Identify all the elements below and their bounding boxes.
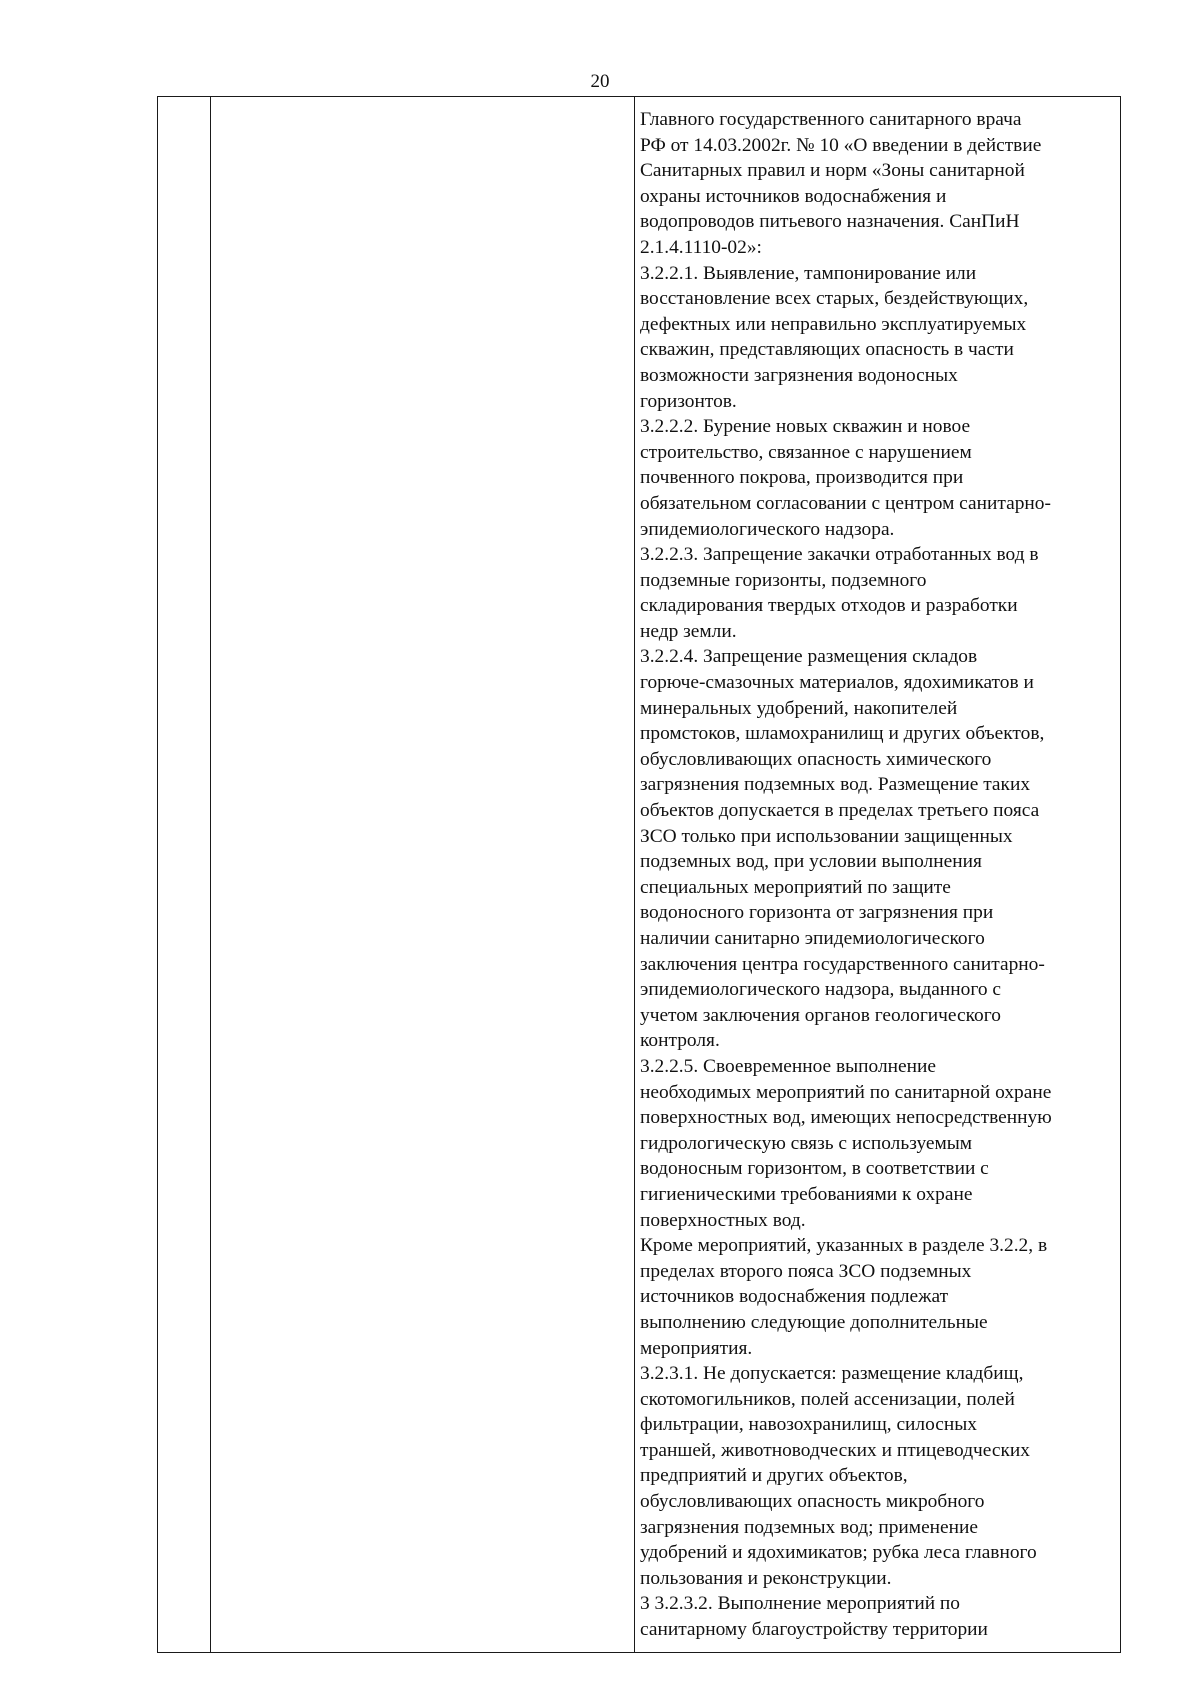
text-line: предприятий и других объектов, (640, 1465, 908, 1487)
column-divider-2 (634, 97, 635, 1652)
text-line: специальных мероприятий по защите (640, 876, 951, 898)
text-line: санитарному благоустройству территории (640, 1619, 988, 1641)
text-line: охраны источников водоснабжения и (640, 185, 947, 207)
text-line: возможности загрязнения водоносных (640, 364, 958, 386)
text-line: необходимых мероприятий по санитарной охране (640, 1081, 1052, 1103)
text-line: 3.2.2.3. Запрещение закачки отработанных вод в (640, 544, 1039, 566)
document-table (157, 96, 1121, 1653)
text-line: Кроме мероприятий, указанных в разделе 3.2.2, в (640, 1235, 1048, 1257)
text-line: восстановление всех старых, бездействующих, (640, 288, 1029, 310)
row-number-cell (158, 97, 210, 1652)
text-line: 3 3.2.3.2. Выполнение мероприятий по (640, 1593, 960, 1615)
text-line: минеральных удобрений, накопителей (640, 697, 958, 719)
text-line: 2.1.4.1110-02»: (640, 236, 762, 258)
text-line: гидрологическую связь с используемым (640, 1132, 973, 1154)
text-line: источников водоснабжения подлежат (640, 1286, 949, 1308)
text-line: строительство, связанное с нарушением (640, 441, 972, 463)
text-line: гигиеническими требованиями к охране (640, 1183, 973, 1205)
page-number: 20 (590, 71, 610, 92)
text-line: загрязнения подземных вод. Размещение таких (640, 774, 1031, 796)
text-line: обусловливающих опасность микробного (640, 1491, 985, 1513)
text-line: наличии санитарно эпидемиологического (640, 928, 985, 949)
column-divider-1 (210, 97, 211, 1652)
text-line: учетом заключения органов геологического (640, 1004, 1001, 1026)
text-line: 3.2.2.5. Своевременное выполнение (640, 1055, 937, 1077)
text-line: заключения центра государственного санитарно- (640, 953, 1045, 975)
text-line: водоносного горизонта от загрязнения при (640, 902, 994, 924)
measures-text (640, 107, 1114, 1643)
text-line: складирования твердых отходов и разработки (640, 595, 1018, 617)
text-line: 3.2.3.1. Не допускается: размещение кладбищ, (640, 1363, 1024, 1385)
text-line: обусловливающих опасность химического (640, 748, 992, 770)
text-line: дефектных или неправильно эксплуатируемых (640, 313, 1027, 335)
text-line: 3.2.2.2. Бурение новых скважин и новое (640, 416, 971, 438)
text-line: фильтрации, навозохранилищ, силосных (640, 1414, 977, 1436)
text-line: РФ от 14.03.2002г. № 10 «О введении в действие (640, 134, 1042, 156)
text-line: Главного государственного санитарного врача (640, 109, 1022, 130)
text-line: подземные горизонты, подземного (640, 569, 927, 591)
text-line: ЗСО только при использовании защищенных (640, 825, 1013, 847)
text-line: горизонтов. (640, 390, 737, 412)
text-line: контроля. (640, 1030, 720, 1052)
text-line: 3.2.2.1. Выявление, тампонирование или (640, 262, 977, 284)
text-line: Санитарных правил и норм «Зоны санитарной (640, 160, 1025, 182)
text-line: пределах второго пояса ЗСО подземных (640, 1260, 972, 1282)
text-line: загрязнения подземных вод; применение (640, 1516, 979, 1538)
text-line: пользования и реконструкции. (640, 1567, 892, 1589)
text-line: почвенного покрова, производится при (640, 467, 964, 489)
text-line: траншей, животноводческих и птицеводческих (640, 1439, 1030, 1461)
text-line: обязательном согласовании с центром санитарно- (640, 492, 1051, 514)
text-line: поверхностных вод, имеющих непосредственную (640, 1107, 1052, 1129)
text-line: скважин, представляющих опасность в части (640, 339, 1014, 361)
text-line: водопроводов питьевого назначения. СанПиН (640, 211, 1020, 233)
text-line: недр земли. (640, 620, 737, 642)
text-line: горюче-смазочных материалов, ядохимикатов и (640, 672, 1034, 694)
text-line: объектов допускается в пределах третьего пояса (640, 800, 1040, 822)
text-line: скотомогильников, полей ассенизации, полей (640, 1388, 1015, 1410)
text-line: выполнению следующие дополнительные (640, 1311, 988, 1333)
text-line: эпидемиологического надзора. (640, 518, 895, 540)
text-line: поверхностных вод. (640, 1209, 806, 1231)
text-line: мероприятия. (640, 1337, 753, 1359)
text-line: эпидемиологического надзора, выданного с (640, 979, 1001, 1001)
text-line: удобрений и ядохимикатов; рубка леса главного (640, 1542, 1037, 1564)
text-line: промстоков, шламохранилищ и других объектов, (640, 723, 1045, 745)
row-name-cell (211, 97, 634, 1652)
text-line: подземных вод, при условии выполнения (640, 851, 982, 873)
text-line: водоносным горизонтом, в соответствии с (640, 1158, 989, 1180)
text-line: 3.2.2.4. Запрещение размещения складов (640, 646, 978, 668)
row-measures-cell (635, 97, 1120, 1652)
